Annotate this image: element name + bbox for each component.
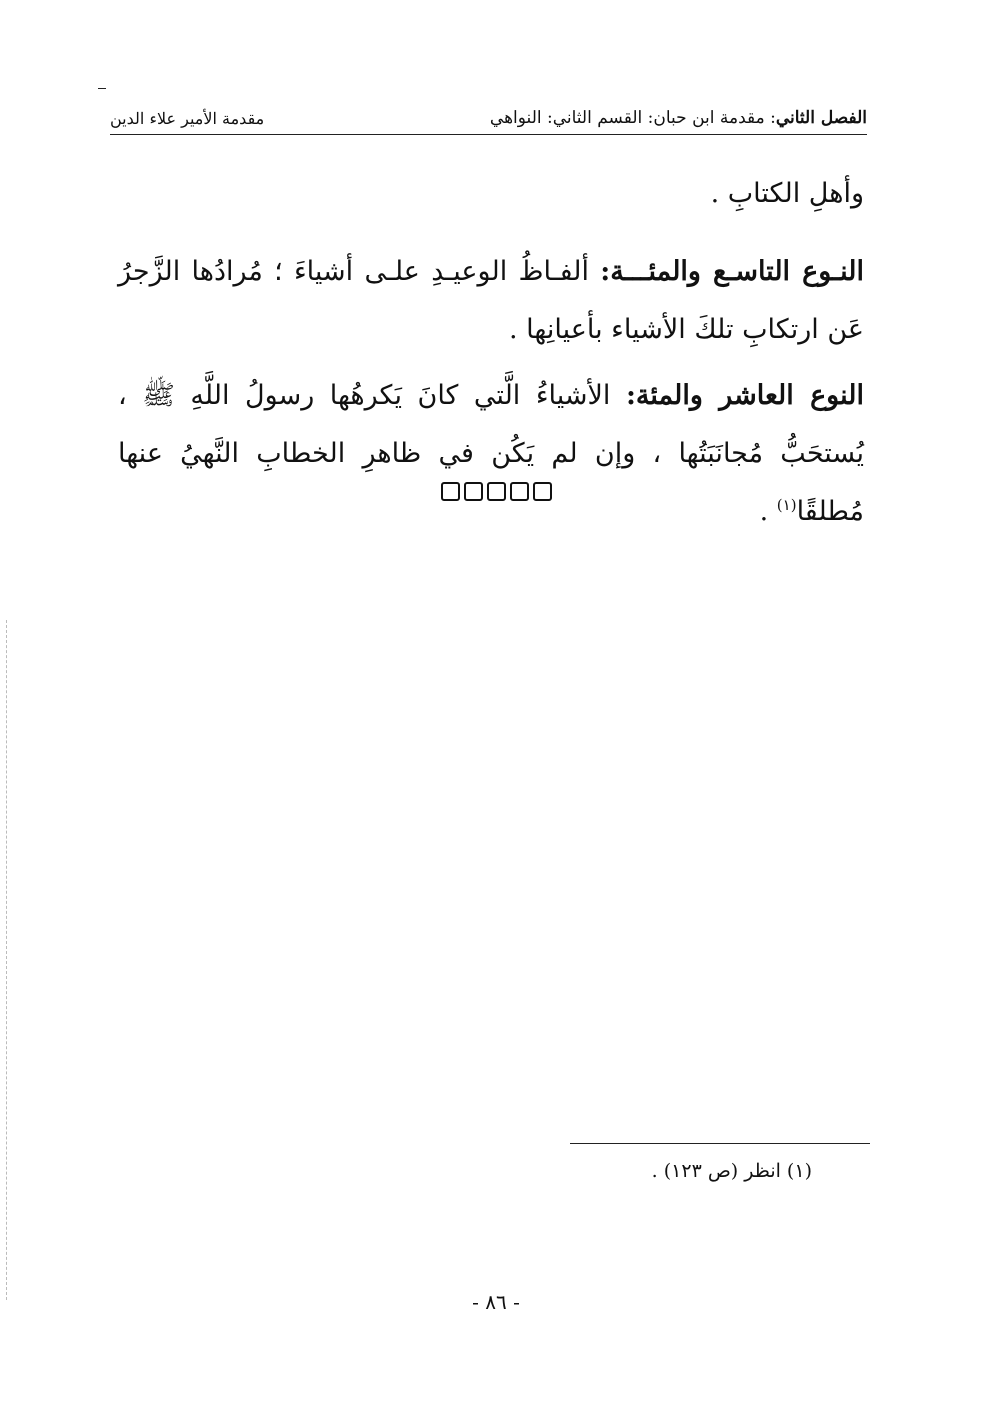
- paragraph-heading: النوع العاشر والمئة:: [625, 380, 865, 411]
- footnote-rule: [570, 1143, 870, 1144]
- paragraph-type-110: [118, 367, 864, 541]
- paragraph-text: ألفـاظُ الوعيـدِ علـى أشياءَ ؛ مُرادُها الزَّجرُ عَن ارتكابِ تلكَ الأشياء بأعيانِها .: [118, 256, 864, 345]
- section-end-ornament: [0, 482, 992, 501]
- paragraph-continuation: [118, 165, 864, 223]
- ornament-square-icon: [487, 482, 506, 501]
- paragraph-text: الأشياءُ الَّتي كانَ يَكرهُها رسولُ اللَّهِ ﷺ ، يُستحَبُّ مُجانَبَتُها ، وإن لم يَكُن في ظاهرِ الخطابِ النَّهيُ عنها مُطلقًا: [118, 380, 864, 527]
- header-chapter-title: [490, 108, 867, 128]
- running-header: [110, 92, 867, 128]
- ornament-square-icon: [464, 482, 483, 501]
- paragraph-type-109: [118, 243, 864, 359]
- header-tick-mark: [98, 88, 106, 89]
- ornament-square-icon: [533, 482, 552, 501]
- scan-margin-artifact: [6, 620, 7, 1300]
- header-chapter: الفصل الثاني: [775, 108, 867, 128]
- footnote-reference[interactable]: (١): [776, 496, 797, 514]
- header-book-title: مقدمة الأمير علاء الدين: [110, 109, 265, 128]
- ornament-square-icon: [441, 482, 460, 501]
- header-rule: [110, 134, 867, 135]
- paragraph-end: .: [759, 496, 777, 527]
- header-subtitle: : مقدمة ابن حبان: القسم الثاني: النواهي: [489, 108, 776, 128]
- footnote: (١) انظر (ص ١٢٣) .: [651, 1160, 812, 1182]
- ornament-square-icon: [510, 482, 529, 501]
- page-number: - ٨٦ -: [472, 1290, 520, 1314]
- paragraph-text: وأهلِ الكتابِ .: [710, 178, 864, 209]
- paragraph-heading: النـوع التاسـع والمئـــة:: [600, 256, 865, 287]
